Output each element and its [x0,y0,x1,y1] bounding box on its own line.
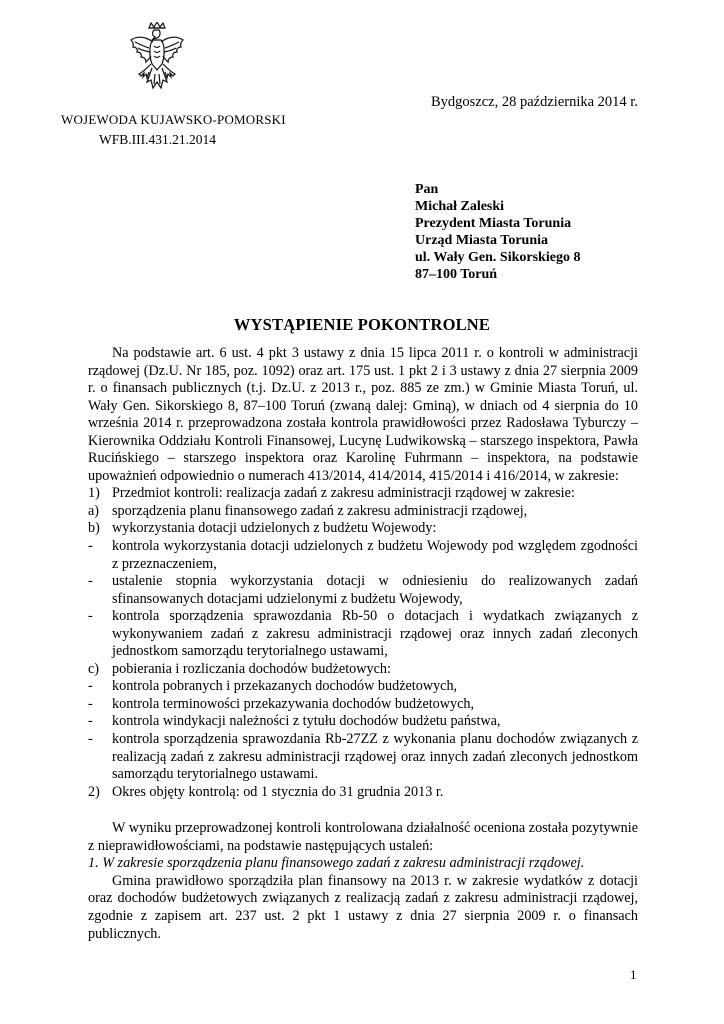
list-item [88,485,638,503]
list-marker: a) [88,502,100,519]
finding-paragraph: Gmina prawidłowo sporządziła plan finansowy na 2013 r. w zakresie wydatków z dotacji oraz dochodów budżetowych związanych z realizacją zadań z zakresu administracji rządowej, zgodnie z zapisem art. 237 ust. 2 pkt 1 ustawy z dnia 27 sierpnia 2009 r. o finansach publicznych. [88,872,638,942]
list-marker: 1) [88,485,100,502]
list-item-text: wykorzystania dotacji udzielonych z budżetu Wojewody: [112,520,437,537]
place-and-date: Bydgoszcz, 28 października 2014 r. [431,94,638,110]
list-item-text: sporządzenia planu finansowego zadań z zakresu administracji rządowej, [112,502,528,519]
list-marker: c) [88,660,100,677]
finding-heading: 1. W zakresie sporządzenia planu finansowego zadań z zakresu administracji rządowej. [88,855,585,872]
list-item [88,731,638,784]
document-title: WYSTĄPIENIE POKONTROLNE [233,315,491,334]
list-item-text: ustalenie stopnia wykorzystania dotacji w odniesieniu do realizowanych zadań sfinansowanych dotacjami udzielonymi z budżetu Wojewody, [112,573,638,607]
list-marker: - [88,538,93,555]
addressee-line: Michał Zaleski [415,199,505,215]
list-item [88,520,638,538]
list-item [88,713,638,731]
white-eagle-emblem-icon [129,22,185,100]
intro-paragraph: Na podstawie art. 6 ust. 4 pkt 3 ustawy z dnia 15 lipca 2011 r. o kontroli w administracji rządowej (Dz.U. Nr 185, poz. 1092) oraz art. 175 ust. 1 pkt 2 i 3 ustawy z dnia 27 sierpnia 2009 r. o finansach publicznych (t.j. Dz.U. z 2013 r., poz. 885 ze zm.) w Gminie Miasta Toruń, ul. Wały Gen. Sikorskiego 8, 87–100 Toruń (zwaną dalej: Gminą), w dniach od 4 sierpnia do 10 września 2014 r. przeprowadzona została kontrola prawidłowości przez Radosława Tyburczy – Kierownika Oddziału Kontroli Finansowej, Lucynę Ludwikowską – starszego inspektora, Pawła Rucińskiego – starszego inspektora oraz Karolinę Fuhrmann – inspektora, na podstawie upoważnień odpowiednio o numerach 413/2014, 414/2014, 415/2014 i 416/2014, w zakresie: [88,345,638,484]
list-marker: - [88,713,93,730]
list-marker: - [88,678,93,695]
list-item [88,661,638,679]
list-item-text: kontrola pobranych i przekazanych dochodów budżetowych, [112,678,458,695]
addressee-line: Prezydent Miasta Torunia [415,216,572,232]
list-item [88,608,638,661]
list-marker: - [88,731,93,748]
addressee-line: 87–100 Toruń [415,267,498,283]
list-item-text: kontrola windykacji należności z tytułu dochodów budżetu państwa, [112,713,501,730]
list-item [88,573,638,608]
issuing-office: WOJEWODA KUJAWSKO-POMORSKI [61,112,286,127]
list-item-text: kontrola sporządzenia sprawozdania Rb-27ZZ z wykonania planu dochodów związanych z realizacją zadań z zakresu administracji rządowej oraz innych zadań zleconych jednostkom samorządu terytorialnego ustawami. [112,731,638,783]
list-marker: 2) [88,783,100,800]
addressee-block [415,181,580,284]
list-item [88,503,638,521]
list-item-text: Przedmiot kontroli: realizacja zadań z zakresu administracji rządowej w zakresie: [112,485,575,502]
addressee-line: ul. Wały Gen. Sikorskiego 8 [415,250,581,266]
list-item [88,538,638,573]
assessment-paragraph: W wyniku przeprowadzonej kontroli kontrolowana działalność oceniona została pozytywnie z nieprawidłowościami, na podstawie następujących ustaleń: [88,820,638,854]
paragraph-gap [88,801,638,820]
reference-number: WFB.III.431.21.2014 [99,132,216,147]
list-item [88,696,638,714]
addressee-line: Urząd Miasta Torunia [415,233,549,249]
page-number: 1 [630,967,637,982]
list-item [88,678,638,696]
list-marker: - [88,573,93,590]
list-item-text: kontrola terminowości przekazywania dochodów budżetowych, [112,695,475,712]
list-item-text: Okres objęty kontrolą: od 1 stycznia do 31 grudnia 2013 r. [112,783,444,800]
addressee-line: Pan [415,182,439,197]
document-body [88,345,638,943]
list-item-text: pobierania i rozliczania dochodów budżetowych: [112,660,391,677]
list-item-text: kontrola wykorzystania dotacji udzielonych z budżetu Wojewody pod względem zgodności z przeznaczeniem, [112,538,638,572]
list-marker: - [88,695,93,712]
list-item-text: kontrola sporządzenia sprawozdania Rb-50 o dotacjach i wydatkach związanych z wykonywaniem zadań z zakresu administracji rządowej oraz innych zadań zleconych jednostkom samorządu terytorialnego ustawami, [112,608,638,660]
list-item [88,784,638,802]
list-marker: - [88,608,93,625]
list-marker: b) [88,520,100,537]
